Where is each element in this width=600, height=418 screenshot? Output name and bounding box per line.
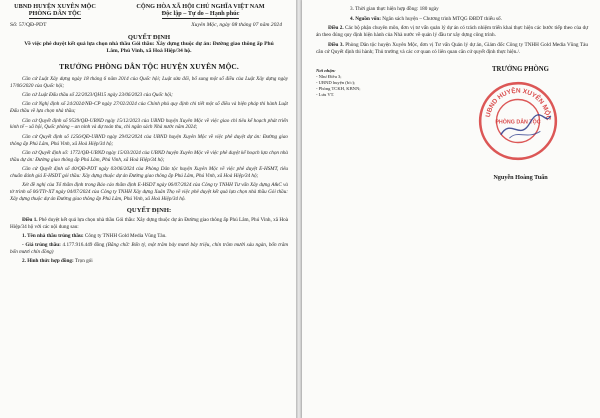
recipients-label: Nơi nhận: bbox=[316, 67, 336, 73]
nation-line-2: Độc lập – Tự do – Hạnh phúc bbox=[161, 10, 240, 18]
document-header bbox=[10, 3, 288, 19]
recipients-block bbox=[316, 68, 436, 99]
article-2-text: Các bộ phận chuyên môn, đơn vị tư vấn quản lý dự án có trách nhiệm triển khai thực hiện các bước tiếp theo của dự án theo đúng quy định hiện hành của Nhà nước về quản lý đầu tư xây dựng công trình. bbox=[316, 25, 589, 38]
item-2-value: Trọn gói bbox=[74, 257, 93, 264]
winning-price bbox=[10, 242, 288, 256]
item-4 bbox=[316, 16, 588, 23]
article-2-label: Điều 2. bbox=[328, 25, 344, 31]
recipient-3: - Phòng TCKH, KBNN; bbox=[316, 86, 361, 92]
item-4-value: Ngân sách huyện – Chương trình MTQG ĐBDT thiểu số. bbox=[382, 15, 502, 22]
article-1-label: Điều 1. bbox=[22, 217, 38, 224]
agency-line-2: PHÒNG DÂN TỘC bbox=[28, 10, 82, 18]
document-subject: Về việc phê duyệt kết quả lựa chọn nhà thầu Gói thầu: Xây dựng thuộc dự án: Đường giao thông ấp Phú Lâm, Phú Vinh, xã Hoà Hiệp/34 hộ. bbox=[24, 40, 274, 54]
stamp-center-text: PHÒNG DÂN TỘC bbox=[495, 119, 541, 126]
winning-price-label: - Giá trúng thầu: bbox=[22, 241, 61, 248]
signer-name: Nguyễn Hoàng Tuấn bbox=[493, 173, 548, 181]
signer-block bbox=[453, 65, 588, 181]
legal-basis-8: Xét đề nghị của Tổ thẩm định trong Báo cáo thẩm định E-HSDT ngày 06/07/2024 của Công ty TNHH Tư vấn Xây dựng A&C và tờ trình số 06/TTr-XT ngày 04/07/2024 của Công ty TNHH Xây dựng Xuân Thọ về việc phê duyệt kết quả lựa chọn nhà thầu Gói thầu: Xây dựng thuộc dự án Đường giao thông ấp Phú Lâm, Phú Vinh, xã Hoà Hiệp/34 hộ. bbox=[10, 182, 288, 203]
recipient-2: - UBND huyện (b/c); bbox=[316, 79, 356, 85]
article-2 bbox=[316, 25, 588, 39]
legal-basis-6: Căn cứ Quyết định số: 1772/QĐ-UBND ngày 15/03/2024 của UBND huyện Xuyên Mộc về việc phê duyệt kế hoạch lựa chọn nhà thầu dự án: Đường giao thông ấp Phú Lâm, Phú Vinh, xã Hoà Hiệp/34 hộ; bbox=[10, 149, 288, 163]
article-1 bbox=[10, 217, 288, 231]
nation-line-1: CỘNG HÒA XÃ HỘI CHỦ NGHĨA VIỆT NAM bbox=[136, 3, 265, 10]
item-4-label: 4. Nguồn vốn: bbox=[350, 15, 381, 22]
item-1-label: 1. Tên nhà thầu trúng thầu: bbox=[22, 232, 84, 239]
item-3: 3. Thời gian thực hiện hợp đồng: 180 ngày bbox=[350, 6, 439, 12]
signature-area bbox=[316, 66, 588, 216]
winning-price-value: 4.177.916.449 đồng bbox=[62, 241, 105, 248]
page-right bbox=[302, 0, 600, 418]
official-stamp-icon bbox=[475, 78, 561, 164]
item-2 bbox=[10, 258, 288, 265]
page-right-content bbox=[316, 6, 588, 216]
legal-basis-2: Căn cứ Luật Đấu thầu số 22/2023/QH15 ngày 23/06/2023 của Quốc hội; bbox=[22, 92, 173, 99]
page-left bbox=[0, 0, 296, 418]
document-date: Xuyên Mộc, ngày 08 tháng 07 năm 2024 bbox=[191, 21, 282, 28]
document-number: Số: 57/QĐ-PDT bbox=[10, 21, 47, 28]
winning-price-words: (Bằng chữ: Bốn tỷ, một trăm bảy mươi bảy triệu, chín trăm mười sáu ngàn, bốn trăm bốn mươi chín đồng) bbox=[10, 241, 289, 255]
legal-basis-4: Căn cứ Quyết định số 9539/QĐ-UBND ngày 15/12/2023 của UBND huyện Xuyên Mộc về việc giao chỉ tiêu kế hoạch phát triển kinh tế – xã hội, Quốc phòng – an ninh và dự toán thu, chi ngân sách Nhà nước năm 2024; bbox=[10, 117, 288, 131]
issuing-agency bbox=[10, 3, 100, 19]
agency-line-1: UBND HUYỆN XUYÊN MỘC bbox=[14, 3, 96, 10]
article-3-text: Phòng Dân tộc huyện Xuyên Mộc, đơn vị Tư vấn Quản lý dự án, Giám đốc Công ty TNHH Gold Media Vũng Tàu căn cứ Quyết định thi hành; Thủ trưởng và các cơ quan có liên quan căn cứ quyết định thực hiện./. bbox=[316, 41, 588, 55]
item-2-label: 2. Hình thức hợp đồng: bbox=[22, 257, 74, 264]
legal-basis-5: Căn cứ Quyết định số 1256/QĐ-UBND ngày 29/02/2024 của UBND huyện Xuyên Mộc về việc phê duyệt dự án: Đường giao thông ấp Phú Lâm, Phú Vinh, xã Hoà Hiệp/34 hộ; bbox=[10, 133, 288, 147]
item-1 bbox=[10, 233, 288, 240]
article-1-text: Phê duyệt kết quả lựa chọn nhà thầu Gói thầu: Xây dựng thuộc dự án Đường giao thông ấp Phú Lâm, Phú Vinh, xã Hoà Hiệp/34 hộ với các nội dung sau: bbox=[10, 217, 289, 230]
article-3-label: Điều 3. bbox=[328, 41, 344, 48]
legal-basis-1: Căn cứ Luật Xây dựng ngày 18 tháng 6 năm 2014 của Quốc hội; Luật sửa đổi, bổ sung một số điều của Luật Xây dựng ngày 17/06/2020 của Quốc hội; bbox=[10, 75, 288, 89]
document-type: QUYẾT ĐỊNH bbox=[127, 33, 171, 41]
legal-basis-3: Căn cứ Nghị định số 24/2024/NĐ-CP ngày 27/02/2024 của Chính phủ quy định chi tiết một số điều và biện pháp thi hành Luật Đấu thầu về lựa chọn nhà thầu; bbox=[10, 101, 288, 115]
item-1-value: Công ty TNHH Gold Media Vũng Tàu. bbox=[84, 232, 167, 239]
signer-title: TRƯỞNG PHÒNG bbox=[492, 65, 549, 73]
issuing-authority: TRƯỞNG PHÒNG DÂN TỘC HUYỆN XUYÊN MỘC. bbox=[59, 61, 239, 71]
document-meta bbox=[10, 22, 288, 28]
stamp-ring-text: UBND HUYỆN XUYÊN MỘC bbox=[484, 87, 552, 121]
recipient-1: - Như Điều 3; bbox=[316, 73, 342, 79]
national-motto bbox=[113, 3, 288, 19]
decision-heading: QUYẾT ĐỊNH: bbox=[126, 207, 172, 215]
article-3 bbox=[316, 42, 588, 56]
legal-basis-7: Căn cứ Quyết định số 40/QĐ-PDT ngày 03/06/2024 của Phòng Dân tộc huyện Xuyên Mộc về việc phê duyệt E-HSMT, tiêu chuẩn đánh giá E-HSDT gói thầu: Xây dựng thuộc dự án Đường giao thông ấp Phú Lâm, Phú Vinh, xã Hoà Hiệp/34 hộ; bbox=[10, 166, 288, 180]
page-left-content bbox=[10, 3, 288, 266]
recipient-4: - Lưu VT. bbox=[316, 92, 335, 98]
